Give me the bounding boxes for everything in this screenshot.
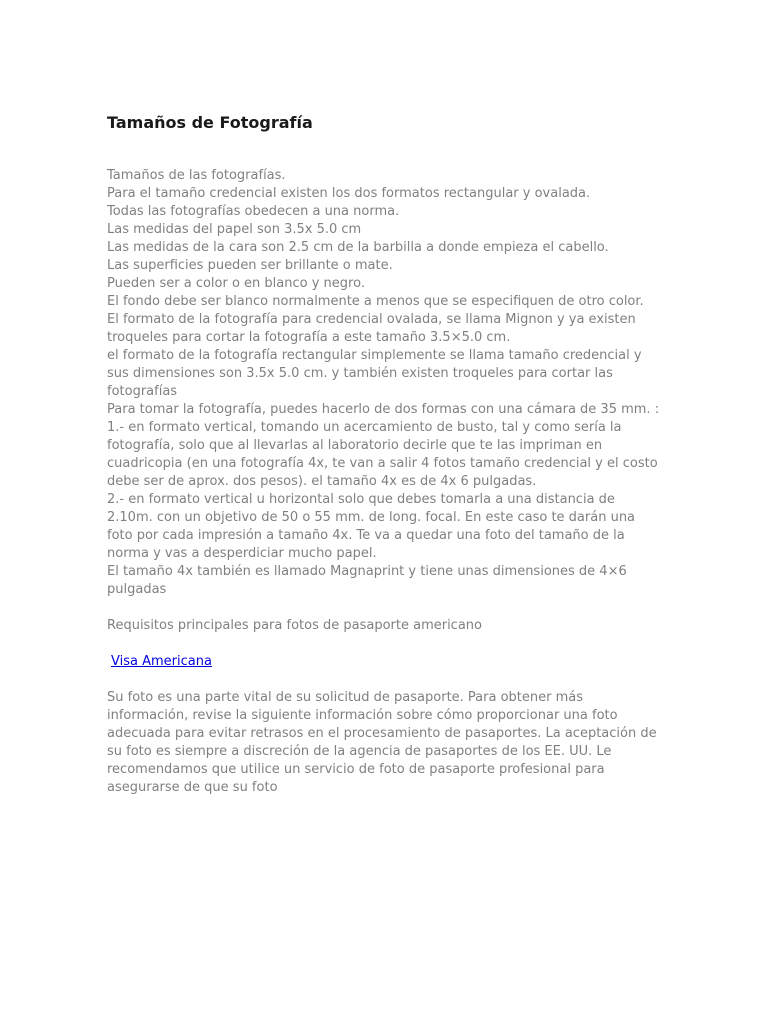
paragraph-two-ways-intro: Para tomar la fotografía, puedes hacerlo de dos formas con una cámara de 35 mm. : (107, 402, 660, 417)
paragraph-norma: Todas las fotografías obedecen a una norma. (107, 204, 400, 219)
paragraph-background: El fondo debe ser blanco normalmente a menos que se especifiquen de otro color. (107, 294, 644, 309)
paragraph-way-one: 1.- en formato vertical, tomando un acercamiento de busto, tal y como sería la fotografía, solo que al llevarlas al laboratorio decirle que te las impriman en cuadricopia (en una fotografía 4x, te van a salir 4 fotos tamaño credencial y el costo debe ser de aprox. dos pesos). el tamaño 4x es de 4x 6 pulgadas. (107, 420, 658, 489)
paragraph-magnaprint: El tamaño 4x también es llamado Magnaprint y tiene unas dimensiones de 4×6 pulgadas (107, 564, 627, 597)
paragraph-surfaces: Las superficies pueden ser brillante o mate. (107, 258, 393, 273)
link-line (107, 653, 660, 671)
document-title: Tamaños de Fotografía (107, 113, 313, 132)
paragraph-way-two: 2.- en formato vertical u horizontal solo que debes tomarla a una distancia de 2.10m. con un objetivo de 50 o 55 mm. de long. focal. En este caso te darán una foto por cada impresión a tamaño 4x. Te va a quedar una foto del tamaño de la norma y vas a desperdiciar mucho papel. (107, 492, 636, 561)
paragraph-mignon-format: El formato de la fotografía para credencial ovalada, se llama Mignon y ya existen troqueles para cortar la fotografía a este tamaño 3.5×5.0 cm. (107, 312, 636, 345)
paragraph-color-bw: Pueden ser a color o en blanco y negro. (107, 276, 365, 291)
paragraph-credencial-formats: Para el tamaño credencial existen los dos formatos rectangular y ovalada. (107, 186, 591, 201)
paragraph-photo-sizes-intro: Tamaños de las fotografías. (107, 168, 286, 183)
paragraph-face-measures: Las medidas de la cara son 2.5 cm de la barbilla a donde empieza el cabello. (107, 240, 609, 255)
closing-paragraph: Su foto es una parte vital de su solicitud de pasaporte. Para obtener más información, revise la siguiente información sobre cómo proporcionar una foto adecuada para evitar retrasos en el procesamiento de pasaportes. La aceptación de su foto es siempre a discreción de la agencia de pasaportes de los EE. UU. Le recomendamos que utilice un servicio de foto de pasaporte profesional para asegurarse de que su foto (107, 690, 657, 795)
visa-americana-link[interactable]: Visa Americana (111, 654, 212, 669)
paragraph-rectangular-format: el formato de la fotografía rectangular simplemente se llama tamaño credencial y sus dimensiones son 3.5x 5.0 cm. y también existen troqueles para cortar las fotografías (107, 348, 642, 399)
body-text-block (107, 167, 660, 599)
paragraph-paper-measures: Las medidas del papel son 3.5x 5.0 cm (107, 222, 362, 237)
section-heading-passport-requirements: Requisitos principales para fotos de pasaporte americano (107, 618, 482, 633)
